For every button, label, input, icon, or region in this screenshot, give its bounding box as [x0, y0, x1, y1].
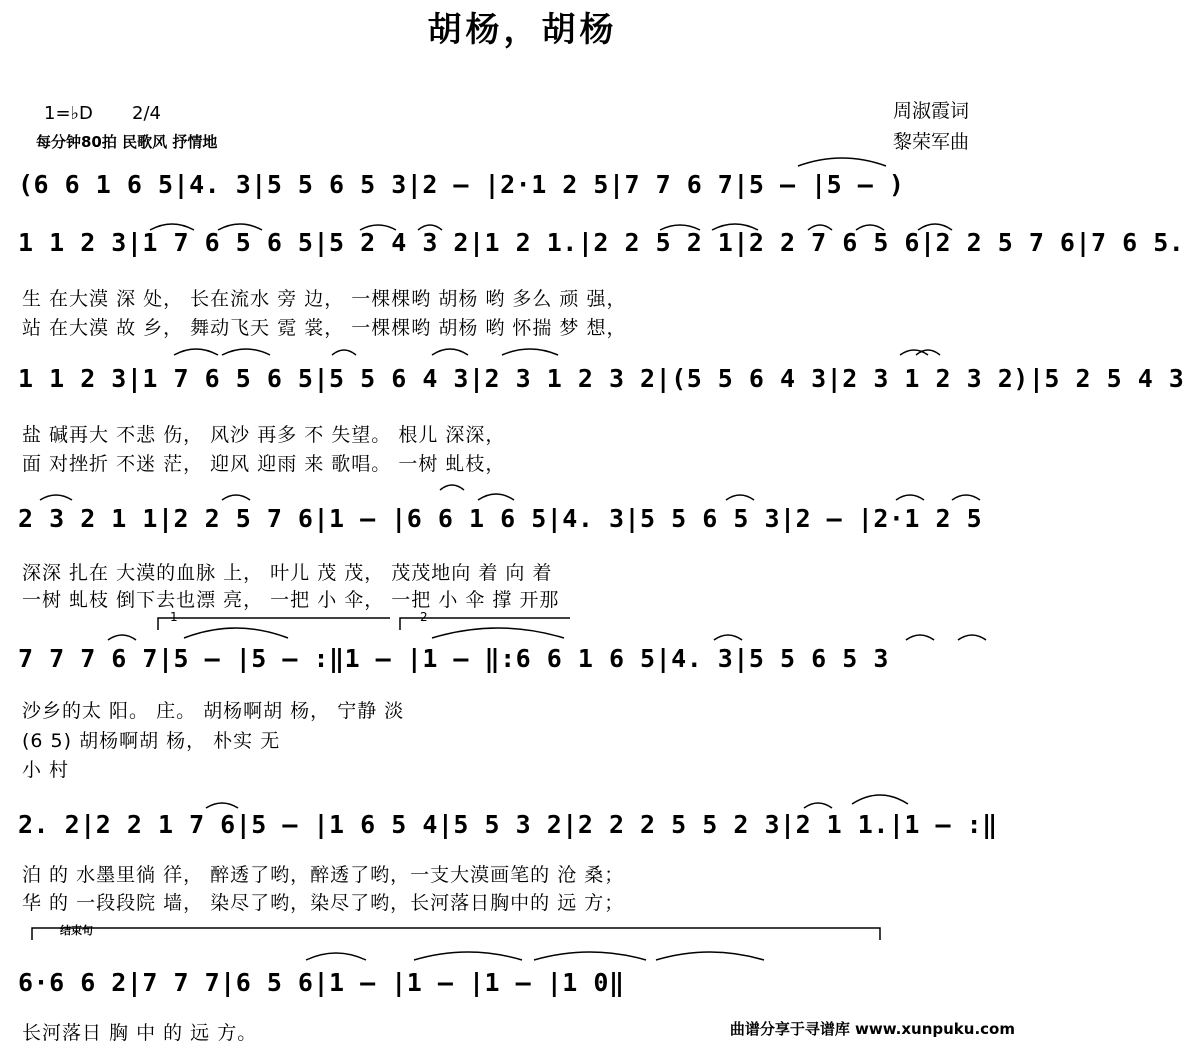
lyric-line: 长河落日 胸 中 的 远 方。 [22, 1022, 258, 1044]
lyric-line: 华 的 一段段院 墙， 染尽了哟，染尽了哟，长河落日胸中的 远 方； [22, 892, 625, 914]
lyric-line: 泊 的 水墨里徜 徉， 醉透了哟，醉透了哟，一支大漠画笔的 沧 桑； [22, 864, 625, 886]
key-signature: 1=♭D [44, 103, 93, 124]
coda-label: 结束句 [60, 924, 93, 937]
lyric-line: 小 村 [22, 759, 70, 781]
volta-1-label: 1 [170, 610, 178, 624]
notation-line: (6 6 1 6 5|4. 3|5 5 6 5 3|2 – |2·1 2 5|7 7 6 7|5 – |5 – ) [18, 170, 905, 199]
volta-2-label: 2 [420, 610, 428, 624]
notation-line: 2. 2|2 2 1 7 6|5 – |1 6 5 4|5 5 3 2|2 2 2 5 5 2 3|2 1 1.|1 – :‖ [18, 810, 998, 839]
notation-line: 6·6 6 2|7 7 7|6 5 6|1 – |1 – |1 – |1 0‖ [18, 968, 625, 997]
source-footer: 曲谱分享于寻谱库 www.xunpuku.com [729, 1020, 1015, 1038]
lyric-line: 面 对挫折 不迷 茫， 迎风 迎雨 来 歌唱。 一树 虬枝， [22, 453, 506, 475]
notation-line: 7 7 7 6 7|5 – |5 – :‖1 – |1 – ‖:6 6 1 6 5|4. 3|5 5 6 5 3 [18, 644, 889, 673]
lyric-line: 沙乡的太 阳。 庄。 胡杨啊胡 杨， 宁静 淡 [22, 700, 405, 722]
time-signature: 2/4 [132, 103, 161, 124]
notation-line: 1 1 2 3|1 7 6 5 6 5|5 5 6 4 3|2 3 1 2 3 2|(5 5 6 4 3|2 3 1 2 3 2)|5 2 5 4 3 [18, 364, 1184, 393]
lyric-line: 一树 虬枝 倒下去也漂 亮， 一把 小 伞， 一把 小 伞 撑 开那 [22, 589, 560, 611]
lyric-line: (6 5) 胡杨啊胡 杨， 朴实 无 [22, 730, 281, 752]
song-title: 胡杨，胡杨 [427, 10, 618, 50]
tempo-style: 每分钟80拍 民歌风 抒情地 [36, 133, 218, 151]
composer-credit: 黎荣军曲 [893, 131, 970, 153]
notation-line: 2 3 2 1 1|2 2 5 7 6|1 – |6 6 1 6 5|4. 3|5 5 6 5 3|2 – |2·1 2 5 [18, 504, 983, 533]
lyric-line: 盐 碱再大 不悲 伤， 风沙 再多 不 失望。 根儿 深深， [22, 424, 506, 446]
notation-line: 1 1 2 3|1 7 6 5 6 5|5 2 4 3 2|1 2 1.|2 2 5 2 1|2 2 7 6 5 6|2 2 5 7 6|7 6 5. [18, 228, 1184, 257]
lyric-line: 站 在大漠 故 乡， 舞动飞天 霓 裳， 一棵棵哟 胡杨 哟 怀揣 梦 想， [22, 317, 627, 339]
lyricist-credit: 周淑霞词 [893, 100, 970, 122]
lyric-line: 生 在大漠 深 处， 长在流水 旁 边， 一棵棵哟 胡杨 哟 多么 顽 强， [22, 288, 627, 310]
lyric-line: 深深 扎在 大漠的血脉 上， 叶儿 茂 茂， 茂茂地向 着 向 着 [22, 562, 553, 584]
